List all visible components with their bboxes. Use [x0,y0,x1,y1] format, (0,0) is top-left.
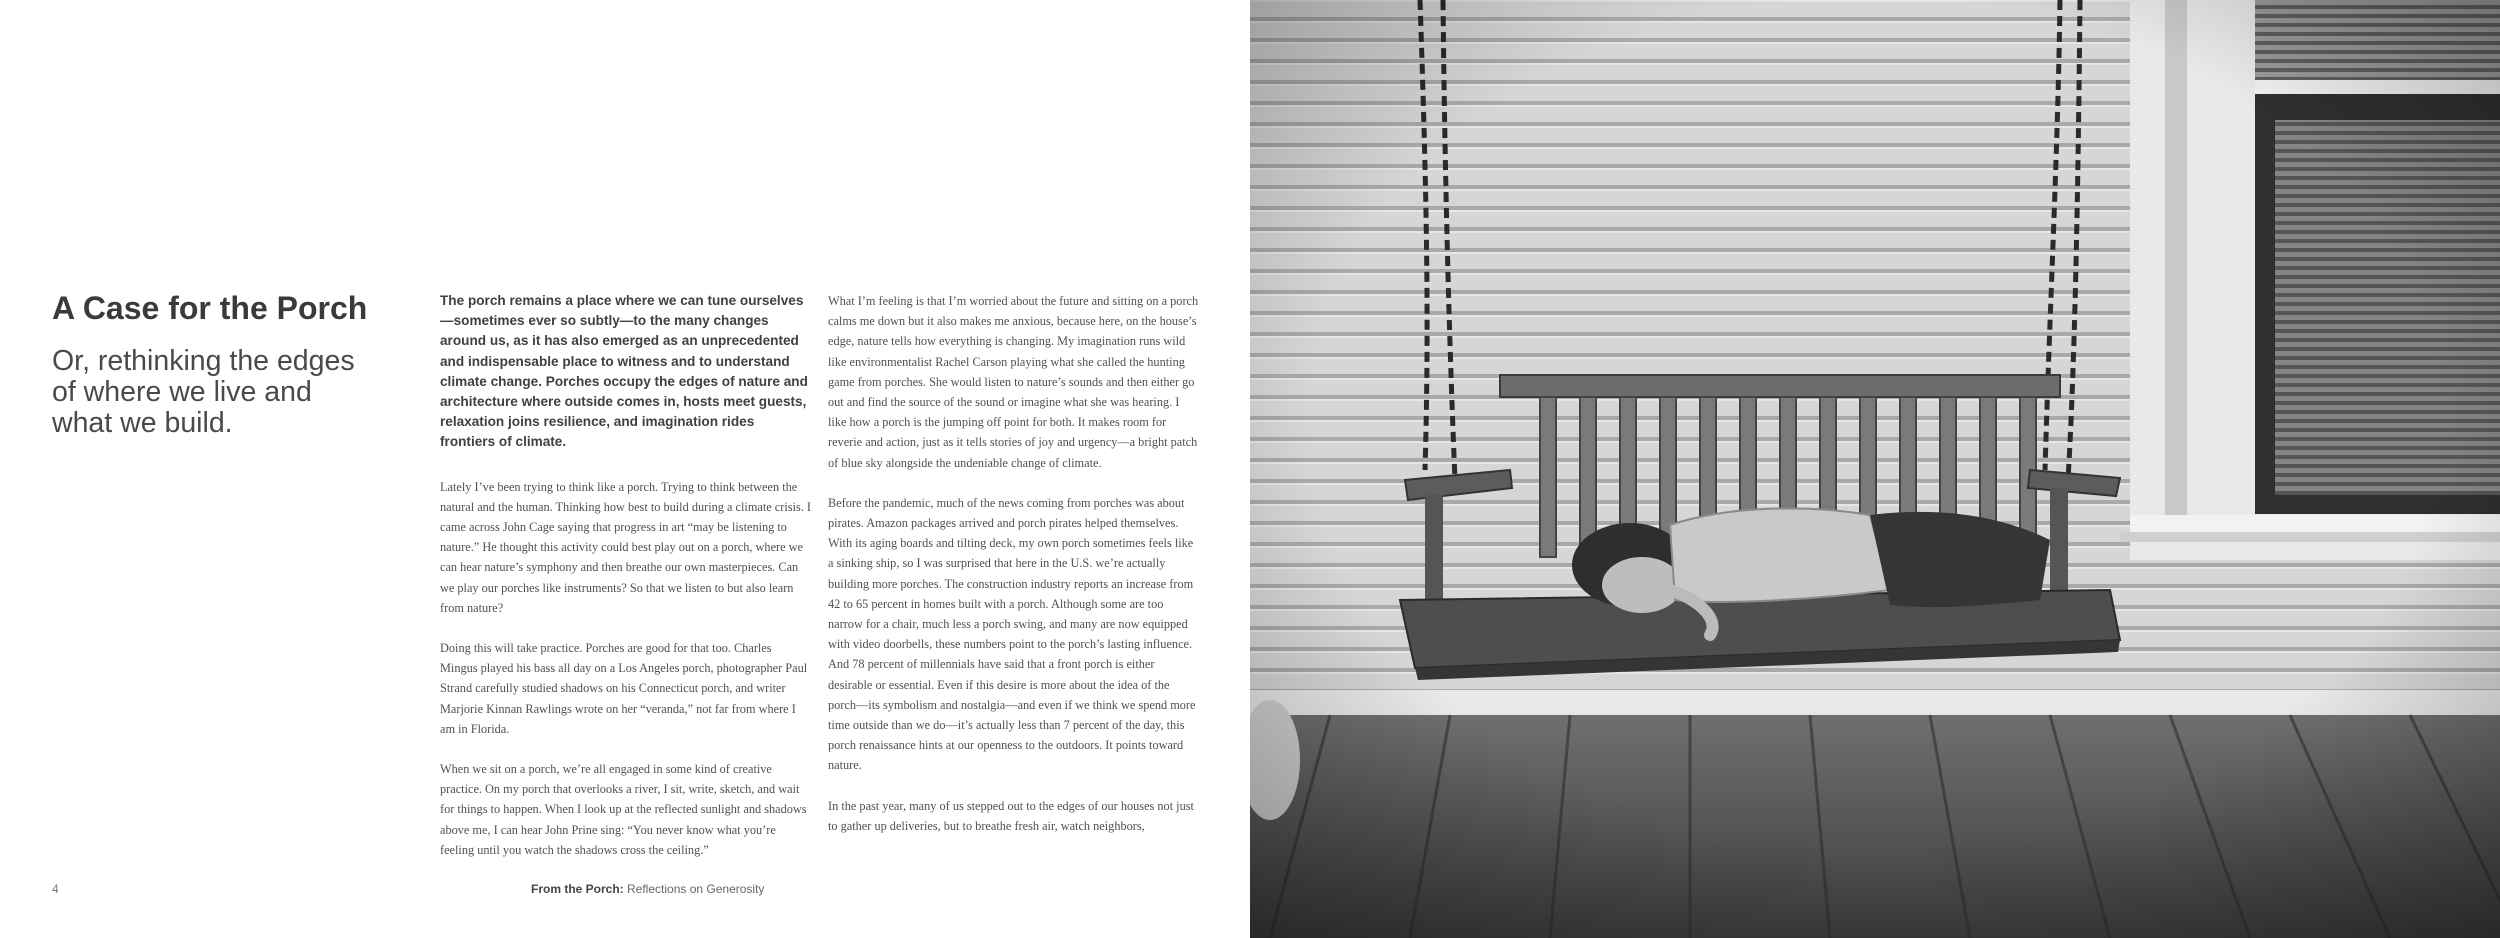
text-column-2 [828,291,1200,856]
text-column-1 [440,291,812,880]
section-name: Reflections on Generosity [623,882,765,896]
page-number: 4 [52,882,59,896]
photo-illustration [1250,0,2500,938]
body-paragraph: When we sit on a porch, we’re all engaged in some kind of creative practice. On my porch that overlooks a river, I sit, write, sketch, and wait for things to happen. When I look up at the reflected sunlight and shadows above me, I can hear John Prine sing: “You never know what you’re feeling until you watch the shadows cross the ceiling.” [440,762,807,857]
article-subtitle: Or, rethinking the edges of where we live and what we build. [52,345,355,439]
body-paragraph: In the past year, many of us stepped out to the edges of our houses not just to gather up deliveries, but to breathe fresh air, watch neighbors, [828,798,1194,833]
publication-name: From the Porch: [531,882,624,896]
body-paragraph: Before the pandemic, much of the news coming from porches was about pirates. Amazon packages arrived and porch pirates helped themselves. With its aging boards and tilting deck, my own porch sometimes feels like a sinking ship, so I was surprised that here in the U.S. we’re actually building more porches. The construction industry reports an increase from 42 to 65 percent in homes built with a porch. Although some are too narrow for a chair, much less a porch swing, and many are now equipped with video doorbells, these numbers point to the porch’s lasting influence. And 78 percent of millennials have said that a front porch is either desirable or essential. Even if this desire is more about the idea of the porch—its symbolism and nostalgia—and even if we think we spend more time outside than we do—it’s actually less than 7 percent of the day, this porch renaissance hints at our openness to the outdoors. It points toward nature. [828,495,1196,773]
body-paragraph: Lately I’ve been trying to think like a porch. Trying to think between the natural and the human. Thinking how best to build during a climate crisis. I came across John Cage saying that progress in art “may be listening to nature.” He thought this activity could best play out on a porch, where we can hear nature’s symphony and then breathe our own masterpieces. Can we play our porches like instruments? So that we listen to but also learn from nature? [440,479,811,615]
article-title: A Case for the Porch [52,290,368,326]
running-footer [531,882,764,896]
porch-swing-photo [1250,0,2500,938]
body-paragraph: Doing this will take practice. Porches are good for that too. Charles Mingus played his bass all day on a Los Angeles porch, photographer Paul Strand carefully studied shadows on his Connecticut porch, and writer Marjorie Kinnan Rawlings wrote on her “veranda,” not far from where I am in Florida. [440,641,808,736]
body-paragraph: What I’m feeling is that I’m worried about the future and sitting on a porch calms me down but it also makes me anxious, because here, on the house’s edge, nature tells how everything is changing. My imagination runs wild like environmentalist Rachel Carson playing what she called the hunting game from porches. She would listen to nature’s sounds and then either go out and find the source of the sound or imagine what she was hearing. I like how a porch is the jumping off point for both. It makes room for reverie and action, just as it tells stories of joy and urgency—a bright patch of blue sky alongside the undeniable change of climate. [828,294,1199,470]
lede-paragraph: The porch remains a place where we can tune ourselves —sometimes ever so subtly—to the many changes around us, as it has also emerged as an unprecedented and indispensable place to witness and to understand climate change. Porches occupy the edges of nature and architecture where outside comes in, hosts meet guests, relaxation joins resilience, and imagination rides frontiers of climate. [440,293,808,450]
